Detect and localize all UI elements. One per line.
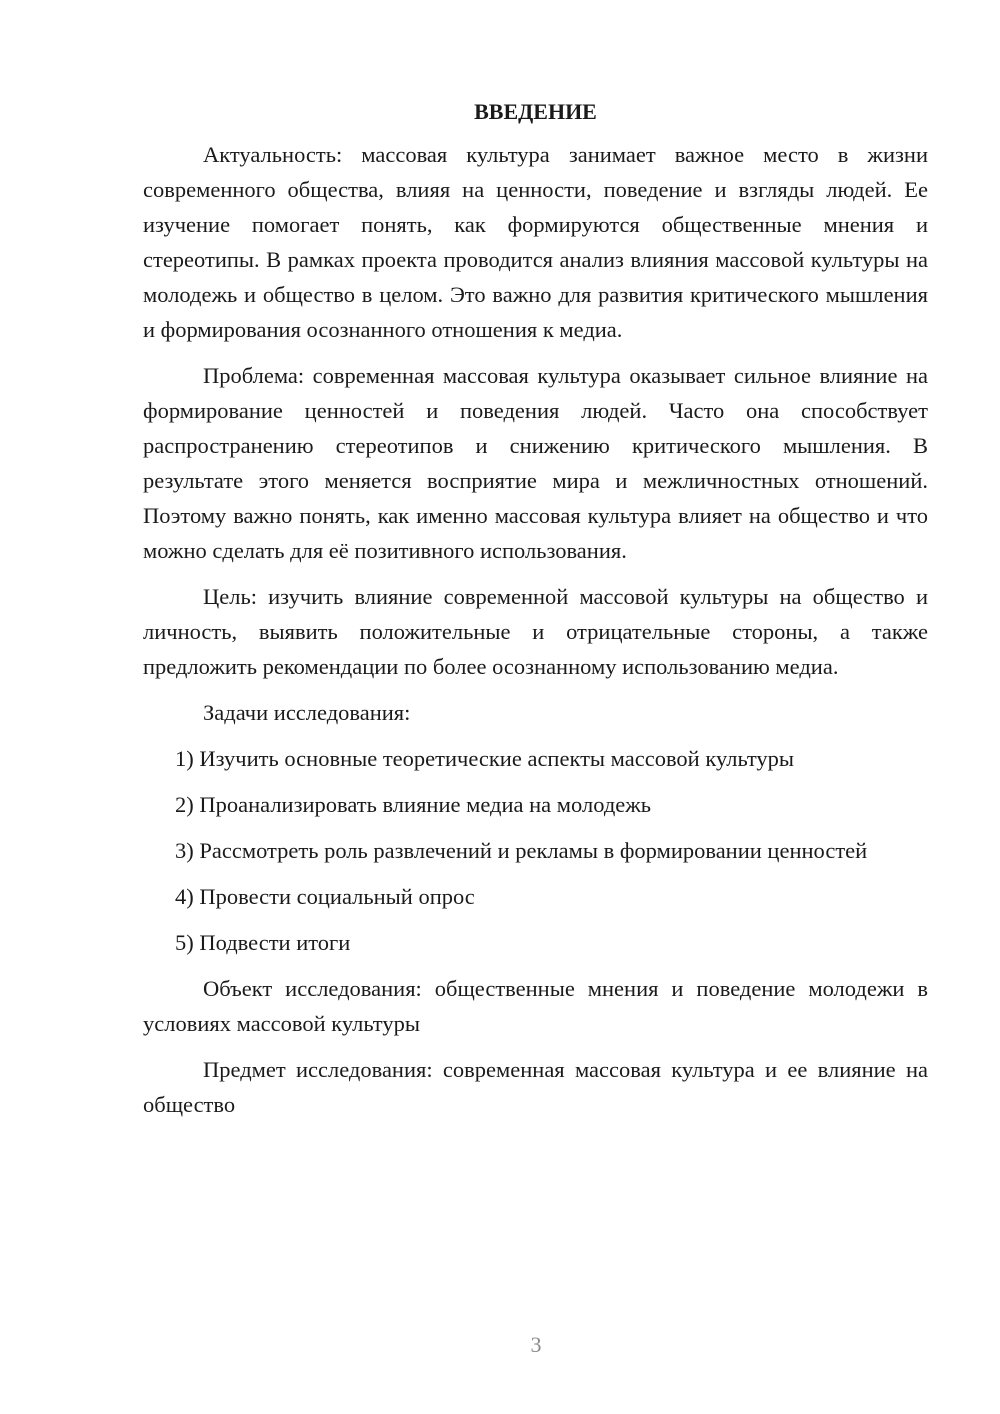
page-number: 3 [530, 1332, 542, 1357]
object-paragraph: Объект исследования: общественные мнения и поведение молодежи в условиях массовой культуры [143, 976, 928, 1036]
page-heading: ВВЕДЕНИЕ [474, 99, 597, 124]
relevance-paragraph: Актуальность: массовая культура занимает важное место в жизни современного общества, влияя на ценности, поведение и взгляды людей. Ее изучение помогает понять, как формируются общественные мнения и стереотипы. В рамках проекта проводится анализ влияния массовой культуры на молодежь и общество в целом. Это важно для развития критического мышления и формирования осознанного отношения к медиа. [143, 142, 928, 342]
task-item-1: 1) Изучить основные теоретические аспекты массовой культуры [175, 746, 795, 771]
page-content [143, 94, 928, 1133]
tasks-title: Задачи исследования: [203, 700, 411, 725]
goal-paragraph: Цель: изучить влияние современной массовой культуры на общество и личность, выявить положительные и отрицательные стороны, а также предложить рекомендации по более осознанному использованию медиа. [143, 584, 928, 679]
problem-paragraph: Проблема: современная массовая культура оказывает сильное влияние на формирование ценностей и поведения людей. Часто она способствует распространению стереотипов и снижению критического мышления. В результате этого меняется восприятие мира и межличностных отношений. Поэтому важно понять, как именно массовая культура влияет на общество и что можно сделать для её позитивного использования. [143, 363, 928, 563]
task-item-3: 3) Рассмотреть роль развлечений и рекламы в формировании ценностей [175, 838, 868, 863]
task-item-5: 5) Подвести итоги [175, 930, 351, 955]
task-item-4: 4) Провести социальный опрос [175, 884, 475, 909]
tasks-list [143, 741, 928, 960]
subject-paragraph: Предмет исследования: современная массовая культура и ее влияние на общество [143, 1057, 928, 1117]
task-item-2: 2) Проанализировать влияние медиа на молодежь [175, 792, 652, 817]
